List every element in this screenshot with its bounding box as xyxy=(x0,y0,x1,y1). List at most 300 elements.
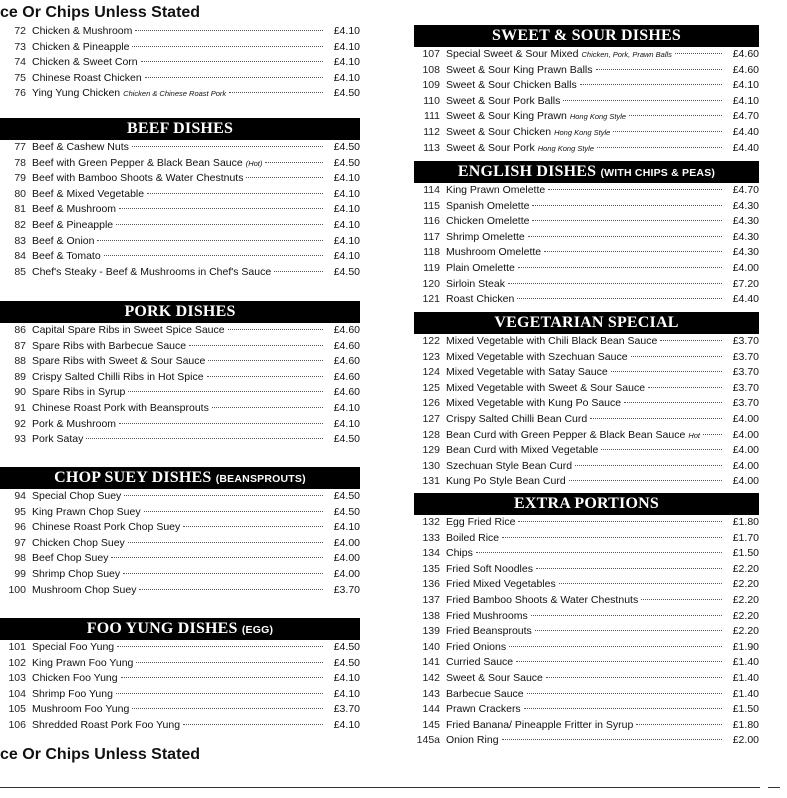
dot-leader xyxy=(536,568,722,569)
dot-leader xyxy=(516,661,722,662)
dot-leader xyxy=(636,724,722,725)
item-name: Fried Bamboo Shoots & Water Chestnuts xyxy=(446,593,639,606)
dot-leader xyxy=(124,495,323,496)
item-price: £4.10 xyxy=(333,417,360,430)
menu-item xyxy=(0,718,360,734)
item-number: 84 xyxy=(14,250,26,263)
item-number: 75 xyxy=(14,71,26,84)
item-number: 136 xyxy=(422,578,440,591)
dot-leader xyxy=(548,189,722,190)
menu-item xyxy=(414,515,759,531)
item-price: £4.40 xyxy=(732,293,759,306)
item-number: 125 xyxy=(422,381,440,394)
item-number: 137 xyxy=(422,593,440,606)
item-number: 132 xyxy=(422,516,440,528)
menu-item xyxy=(0,171,360,187)
item-name: Beef & Tomato xyxy=(32,250,101,263)
bottom-rule xyxy=(0,787,760,788)
item-price: £4.10 xyxy=(333,521,360,534)
item-number: 128 xyxy=(422,428,440,441)
item-number: 101 xyxy=(8,641,26,653)
menu-item xyxy=(414,702,759,718)
menu-item xyxy=(414,78,759,94)
item-name: Shredded Roast Pork Foo Yung xyxy=(32,718,181,731)
dot-leader xyxy=(183,724,323,725)
item-number: 76 xyxy=(14,87,26,100)
item-price: £4.10 xyxy=(333,203,360,216)
item-name: Onion Ring xyxy=(446,734,499,747)
menu-item xyxy=(0,55,360,71)
item-name: Beef with Green Pepper & Black Bean Sauce xyxy=(32,156,243,169)
menu-item xyxy=(0,385,360,401)
item-price: £1.70 xyxy=(732,531,759,544)
menu-item xyxy=(414,546,759,562)
section-pork xyxy=(0,301,360,448)
item-name: Sweet & Sour Chicken xyxy=(446,125,552,138)
item-price: £4.00 xyxy=(333,552,360,565)
item-number: 91 xyxy=(14,401,26,414)
item-price: £4.00 xyxy=(732,459,759,472)
item-price: £2.20 xyxy=(732,578,759,591)
dot-leader xyxy=(132,708,323,709)
item-price: £4.10 xyxy=(333,250,360,263)
item-number: 138 xyxy=(422,609,440,622)
menu-item xyxy=(414,671,759,687)
item-name: Chicken Chop Suey xyxy=(32,536,125,549)
item-name: Chicken Omelette xyxy=(446,215,530,228)
item-number: 121 xyxy=(422,293,440,306)
item-name: Beef & Onion xyxy=(32,234,95,247)
menu-item xyxy=(0,71,360,87)
item-price: £1.90 xyxy=(732,640,759,653)
menu-item xyxy=(414,109,759,125)
section-title: FOO YUNG DISHES xyxy=(86,620,238,637)
dot-leader xyxy=(601,449,722,450)
dot-leader xyxy=(128,542,323,543)
item-number: 85 xyxy=(14,265,26,278)
menu-item xyxy=(0,354,360,370)
section-chicken xyxy=(0,24,360,102)
item-price: £4.70 xyxy=(732,110,759,123)
item-name: Sweet & Sour Chicken Balls xyxy=(446,79,577,92)
item-price: £2.20 xyxy=(732,625,759,638)
item-name: Mixed Vegetable with Satay Sauce xyxy=(446,366,608,379)
item-name: Ying Yung Chicken xyxy=(32,87,121,100)
item-name: Barbecue Sauce xyxy=(446,687,524,700)
item-name: Chicken & Sweet Corn xyxy=(32,56,138,69)
dot-leader xyxy=(145,77,323,78)
item-price: £2.20 xyxy=(732,562,759,575)
menu-item xyxy=(414,459,759,475)
dot-leader xyxy=(128,391,323,392)
item-price: £4.10 xyxy=(333,56,360,69)
item-number: 104 xyxy=(8,687,26,700)
item-price: £4.60 xyxy=(732,48,759,60)
item-number: 81 xyxy=(14,203,26,216)
item-number: 97 xyxy=(14,536,26,549)
dot-leader xyxy=(132,146,323,147)
item-price: £4.10 xyxy=(732,94,759,107)
menu-item xyxy=(414,412,759,428)
menu-item xyxy=(0,86,360,102)
section-heading xyxy=(0,118,360,140)
dot-leader xyxy=(207,376,323,377)
dot-leader xyxy=(631,356,722,357)
menu-item-list xyxy=(414,334,759,490)
dot-leader xyxy=(123,573,323,574)
menu-item xyxy=(414,350,759,366)
menu-item xyxy=(0,156,360,172)
item-number: 80 xyxy=(14,187,26,200)
item-price: £4.00 xyxy=(732,475,759,488)
dot-leader xyxy=(629,115,722,116)
item-number: 88 xyxy=(14,355,26,368)
item-name: Mushroom Omelette xyxy=(446,246,542,259)
menu-item xyxy=(0,536,360,552)
section-title: EXTRA PORTIONS xyxy=(514,495,659,512)
dot-leader xyxy=(527,693,722,694)
menu-item xyxy=(0,265,360,281)
dot-leader xyxy=(136,662,323,663)
item-price: £4.10 xyxy=(333,687,360,700)
dot-leader xyxy=(212,407,323,408)
menu-item xyxy=(0,583,360,599)
item-number: 144 xyxy=(422,703,440,716)
header-fragment: ce Or Chips Unless Stated xyxy=(0,4,201,21)
item-number: 113 xyxy=(423,141,440,154)
item-name: Szechuan Style Bean Curd xyxy=(446,459,573,472)
menu-item xyxy=(414,562,759,578)
item-price: £4.00 xyxy=(333,567,360,580)
item-number: 95 xyxy=(14,505,26,518)
dot-leader xyxy=(518,267,722,268)
item-price: £4.10 xyxy=(333,718,360,731)
dot-leader xyxy=(641,599,722,600)
item-price: £3.70 xyxy=(732,397,759,410)
dot-leader xyxy=(624,402,722,403)
item-number: 72 xyxy=(14,25,26,37)
item-name: Boiled Rice xyxy=(446,531,500,544)
item-price: £4.50 xyxy=(333,505,360,518)
menu-item xyxy=(414,334,759,350)
item-price: £4.50 xyxy=(333,156,360,169)
item-number: 89 xyxy=(14,370,26,383)
item-number: 90 xyxy=(14,386,26,399)
item-price: £4.10 xyxy=(333,187,360,200)
menu-item xyxy=(0,202,360,218)
menu-item xyxy=(414,230,759,246)
section-heading xyxy=(414,493,759,515)
menu-item xyxy=(414,474,759,490)
menu-item xyxy=(414,640,759,656)
item-name: Special Chop Suey xyxy=(32,490,122,502)
item-name: Shrimp Chop Suey xyxy=(32,567,121,580)
item-name: Fried Mushrooms xyxy=(446,609,528,622)
dot-leader xyxy=(675,53,722,54)
item-name: Chicken Foo Yung xyxy=(32,672,118,685)
section-vegetarian xyxy=(414,312,759,490)
dot-leader xyxy=(590,418,722,419)
section-title: CHOP SUEY DISHES xyxy=(54,469,212,486)
section-subtitle: (EGG) xyxy=(241,624,274,636)
item-name: Chinese Roast Pork Chop Suey xyxy=(32,521,181,534)
item-name: Spanish Omelette xyxy=(446,199,530,212)
section-sweet-sour xyxy=(414,25,759,156)
item-number: 94 xyxy=(14,490,26,502)
item-name: Mushroom Foo Yung xyxy=(32,703,130,716)
dot-leader xyxy=(528,236,722,237)
menu-item-list xyxy=(0,640,360,734)
dot-leader xyxy=(648,387,722,388)
menu-item-list xyxy=(0,140,360,280)
menu-item-list xyxy=(0,24,360,102)
item-number: 112 xyxy=(423,125,440,138)
section-title: SWEET & SOUR DISHES xyxy=(492,27,681,44)
item-name: Chef's Steaky - Beef & Mushrooms in Chef's Sauce xyxy=(32,265,272,278)
item-number: 129 xyxy=(422,444,440,457)
item-number: 110 xyxy=(423,94,440,107)
item-number: 98 xyxy=(14,552,26,565)
item-number: 115 xyxy=(423,199,440,212)
dot-leader xyxy=(274,271,323,272)
menu-item xyxy=(414,245,759,261)
section-title: PORK DISHES xyxy=(124,303,236,320)
menu-item xyxy=(0,551,360,567)
menu-item xyxy=(0,249,360,265)
item-note: Hong Kong Style xyxy=(554,127,611,137)
dot-leader xyxy=(476,552,722,553)
item-name: Beef Chop Suey xyxy=(32,552,109,565)
dot-leader xyxy=(208,360,323,361)
item-number: 103 xyxy=(8,672,26,685)
menu-item xyxy=(414,94,759,110)
menu-item xyxy=(414,141,759,157)
dot-leader xyxy=(575,465,722,466)
dot-leader xyxy=(502,739,722,740)
bottom-rule-tail xyxy=(768,787,780,788)
dot-leader xyxy=(117,646,323,647)
dot-leader xyxy=(116,693,323,694)
item-name: Sweet & Sour King Prawn Balls xyxy=(446,63,593,76)
dot-leader xyxy=(228,329,323,330)
item-name: Sweet & Sour Sauce xyxy=(446,671,543,684)
item-name: Mixed Vegetable with Chili Black Bean Sauce xyxy=(446,335,658,347)
item-name: Plain Omelette xyxy=(446,261,515,274)
item-price: £4.40 xyxy=(732,125,759,138)
section-foo-yung xyxy=(0,618,360,734)
item-name: Chinese Roast Chicken xyxy=(32,71,142,84)
item-number: 77 xyxy=(14,141,26,153)
footer-fragment: ce Or Chips Unless Stated xyxy=(0,746,201,763)
menu-item xyxy=(0,40,360,56)
item-name: Spare Ribs with Barbecue Sauce xyxy=(32,339,187,352)
dot-leader xyxy=(139,589,323,590)
menu-item-list xyxy=(414,47,759,156)
item-price: £4.50 xyxy=(333,433,360,446)
section-heading xyxy=(414,312,759,334)
item-name: King Prawn Omelette xyxy=(446,184,546,196)
dot-leader xyxy=(580,84,722,85)
item-name: Fried Soft Noodles xyxy=(446,562,533,575)
item-name: Fried Banana/ Pineapple Fritter in Syrup xyxy=(446,718,634,731)
item-number: 83 xyxy=(14,234,26,247)
dot-leader xyxy=(613,131,722,132)
section-title: VEGETARIAN SPECIAL xyxy=(494,314,679,331)
item-number: 117 xyxy=(423,230,440,243)
menu-item xyxy=(414,63,759,79)
item-name: Mixed Vegetable with Szechuan Sauce xyxy=(446,350,628,363)
dot-leader xyxy=(563,100,722,101)
section-heading xyxy=(0,467,360,489)
item-name: Bean Curd with Green Pepper & Black Bean Sauce xyxy=(446,428,686,441)
menu-item xyxy=(0,640,360,656)
menu-item xyxy=(414,577,759,593)
dot-leader xyxy=(144,511,323,512)
item-price: £1.40 xyxy=(732,687,759,700)
menu-item-list xyxy=(414,515,759,749)
item-price: £4.40 xyxy=(732,141,759,154)
item-number: 111 xyxy=(424,110,440,123)
dot-leader xyxy=(121,677,323,678)
section-extra-portions xyxy=(414,493,759,749)
dot-leader xyxy=(660,340,722,341)
item-name: King Prawn Chop Suey xyxy=(32,505,141,518)
item-name: Pork & Mushroom xyxy=(32,417,117,430)
item-price: £4.60 xyxy=(333,339,360,352)
item-price: £4.10 xyxy=(333,218,360,231)
item-name: Roast Chicken xyxy=(446,293,515,306)
section-english xyxy=(414,161,759,308)
dot-leader xyxy=(183,526,323,527)
item-price: £2.20 xyxy=(732,609,759,622)
item-note: Chicken, Pork, Prawn Balls xyxy=(581,50,672,59)
dot-leader xyxy=(97,240,323,241)
item-number: 78 xyxy=(14,156,26,169)
menu-item xyxy=(414,687,759,703)
item-price: £1.50 xyxy=(732,703,759,716)
item-number: 92 xyxy=(14,417,26,430)
item-price: £2.20 xyxy=(732,593,759,606)
dot-leader xyxy=(246,177,323,178)
menu-item xyxy=(0,218,360,234)
item-price: £1.40 xyxy=(732,656,759,669)
item-price: £4.30 xyxy=(732,246,759,259)
item-number: 93 xyxy=(14,433,26,446)
item-name: King Prawn Foo Yung xyxy=(32,656,134,669)
menu-item xyxy=(0,187,360,203)
section-subtitle: (BEANSPROUTS) xyxy=(215,473,306,485)
item-note: Chicken & Chinese Roast Pork xyxy=(123,89,227,99)
dot-leader xyxy=(104,255,323,256)
menu-item xyxy=(414,443,759,459)
section-heading xyxy=(414,161,759,183)
dot-leader xyxy=(508,283,722,284)
section-subtitle: (WITH CHIPS & PEAS) xyxy=(600,167,716,179)
dot-leader xyxy=(531,615,722,616)
item-price: £4.10 xyxy=(333,25,360,37)
dot-leader xyxy=(532,205,722,206)
menu-item xyxy=(414,199,759,215)
item-price: £3.70 xyxy=(732,335,759,347)
menu-item xyxy=(414,125,759,141)
item-note: Hot xyxy=(688,430,700,440)
item-price: £3.70 xyxy=(732,366,759,379)
item-price: £4.00 xyxy=(732,428,759,441)
item-name: Beef & Mixed Vegetable xyxy=(32,187,145,200)
dot-leader xyxy=(502,537,722,538)
menu-item xyxy=(414,531,759,547)
dot-leader xyxy=(135,30,323,31)
item-number: 123 xyxy=(422,350,440,363)
item-price: £4.60 xyxy=(732,63,759,76)
item-number: 124 xyxy=(422,366,440,379)
dot-leader xyxy=(116,224,323,225)
menu-item xyxy=(414,733,759,749)
item-number: 86 xyxy=(14,324,26,336)
menu-item xyxy=(414,624,759,640)
item-name: Beef with Bamboo Shoots & Water Chestnuts xyxy=(32,172,244,185)
menu-item-list xyxy=(0,489,360,598)
menu-item xyxy=(0,140,360,156)
item-number: 141 xyxy=(422,656,440,669)
item-price: £4.60 xyxy=(333,355,360,368)
item-name: Mushroom Chop Suey xyxy=(32,583,137,596)
item-name: Shrimp Foo Yung xyxy=(32,687,113,700)
item-price: £4.50 xyxy=(333,141,360,153)
item-price: £4.00 xyxy=(732,444,759,457)
item-price: £4.10 xyxy=(333,71,360,84)
item-number: 114 xyxy=(423,184,440,196)
item-number: 118 xyxy=(423,246,440,259)
item-number: 99 xyxy=(14,567,26,580)
dot-leader xyxy=(546,677,722,678)
item-number: 74 xyxy=(14,56,26,69)
item-name: Crispy Salted Chilli Ribs in Hot Spice xyxy=(32,370,204,383)
section-beef xyxy=(0,118,360,280)
item-note: Hong Kong Style xyxy=(537,143,595,153)
menu-item xyxy=(0,489,360,505)
item-price: £3.70 xyxy=(732,381,759,394)
dot-leader xyxy=(518,521,722,522)
menu-item xyxy=(0,432,360,448)
menu-item xyxy=(414,428,759,444)
dot-leader xyxy=(611,371,722,372)
item-price: £4.10 xyxy=(333,672,360,685)
item-price: £2.00 xyxy=(732,734,759,747)
item-price: £4.10 xyxy=(333,401,360,414)
item-number: 73 xyxy=(14,40,26,53)
item-number: 139 xyxy=(422,625,440,638)
item-name: Curried Sauce xyxy=(446,656,514,669)
item-price: £3.70 xyxy=(333,703,360,716)
item-price: £4.60 xyxy=(333,370,360,383)
item-name: Fried Beansprouts xyxy=(446,625,532,638)
item-price: £4.00 xyxy=(732,261,759,274)
menu-item xyxy=(414,214,759,230)
item-number: 140 xyxy=(422,640,440,653)
dot-leader xyxy=(517,298,722,299)
item-number: 105 xyxy=(8,703,26,716)
item-number: 106 xyxy=(8,718,26,731)
item-number: 107 xyxy=(422,48,440,60)
menu-item xyxy=(0,567,360,583)
item-number: 116 xyxy=(423,215,440,228)
menu-item xyxy=(414,292,759,308)
menu-item xyxy=(414,609,759,625)
item-number: 135 xyxy=(422,562,440,575)
item-name: Chicken & Mushroom xyxy=(32,25,133,37)
menu-item-list xyxy=(0,323,360,448)
